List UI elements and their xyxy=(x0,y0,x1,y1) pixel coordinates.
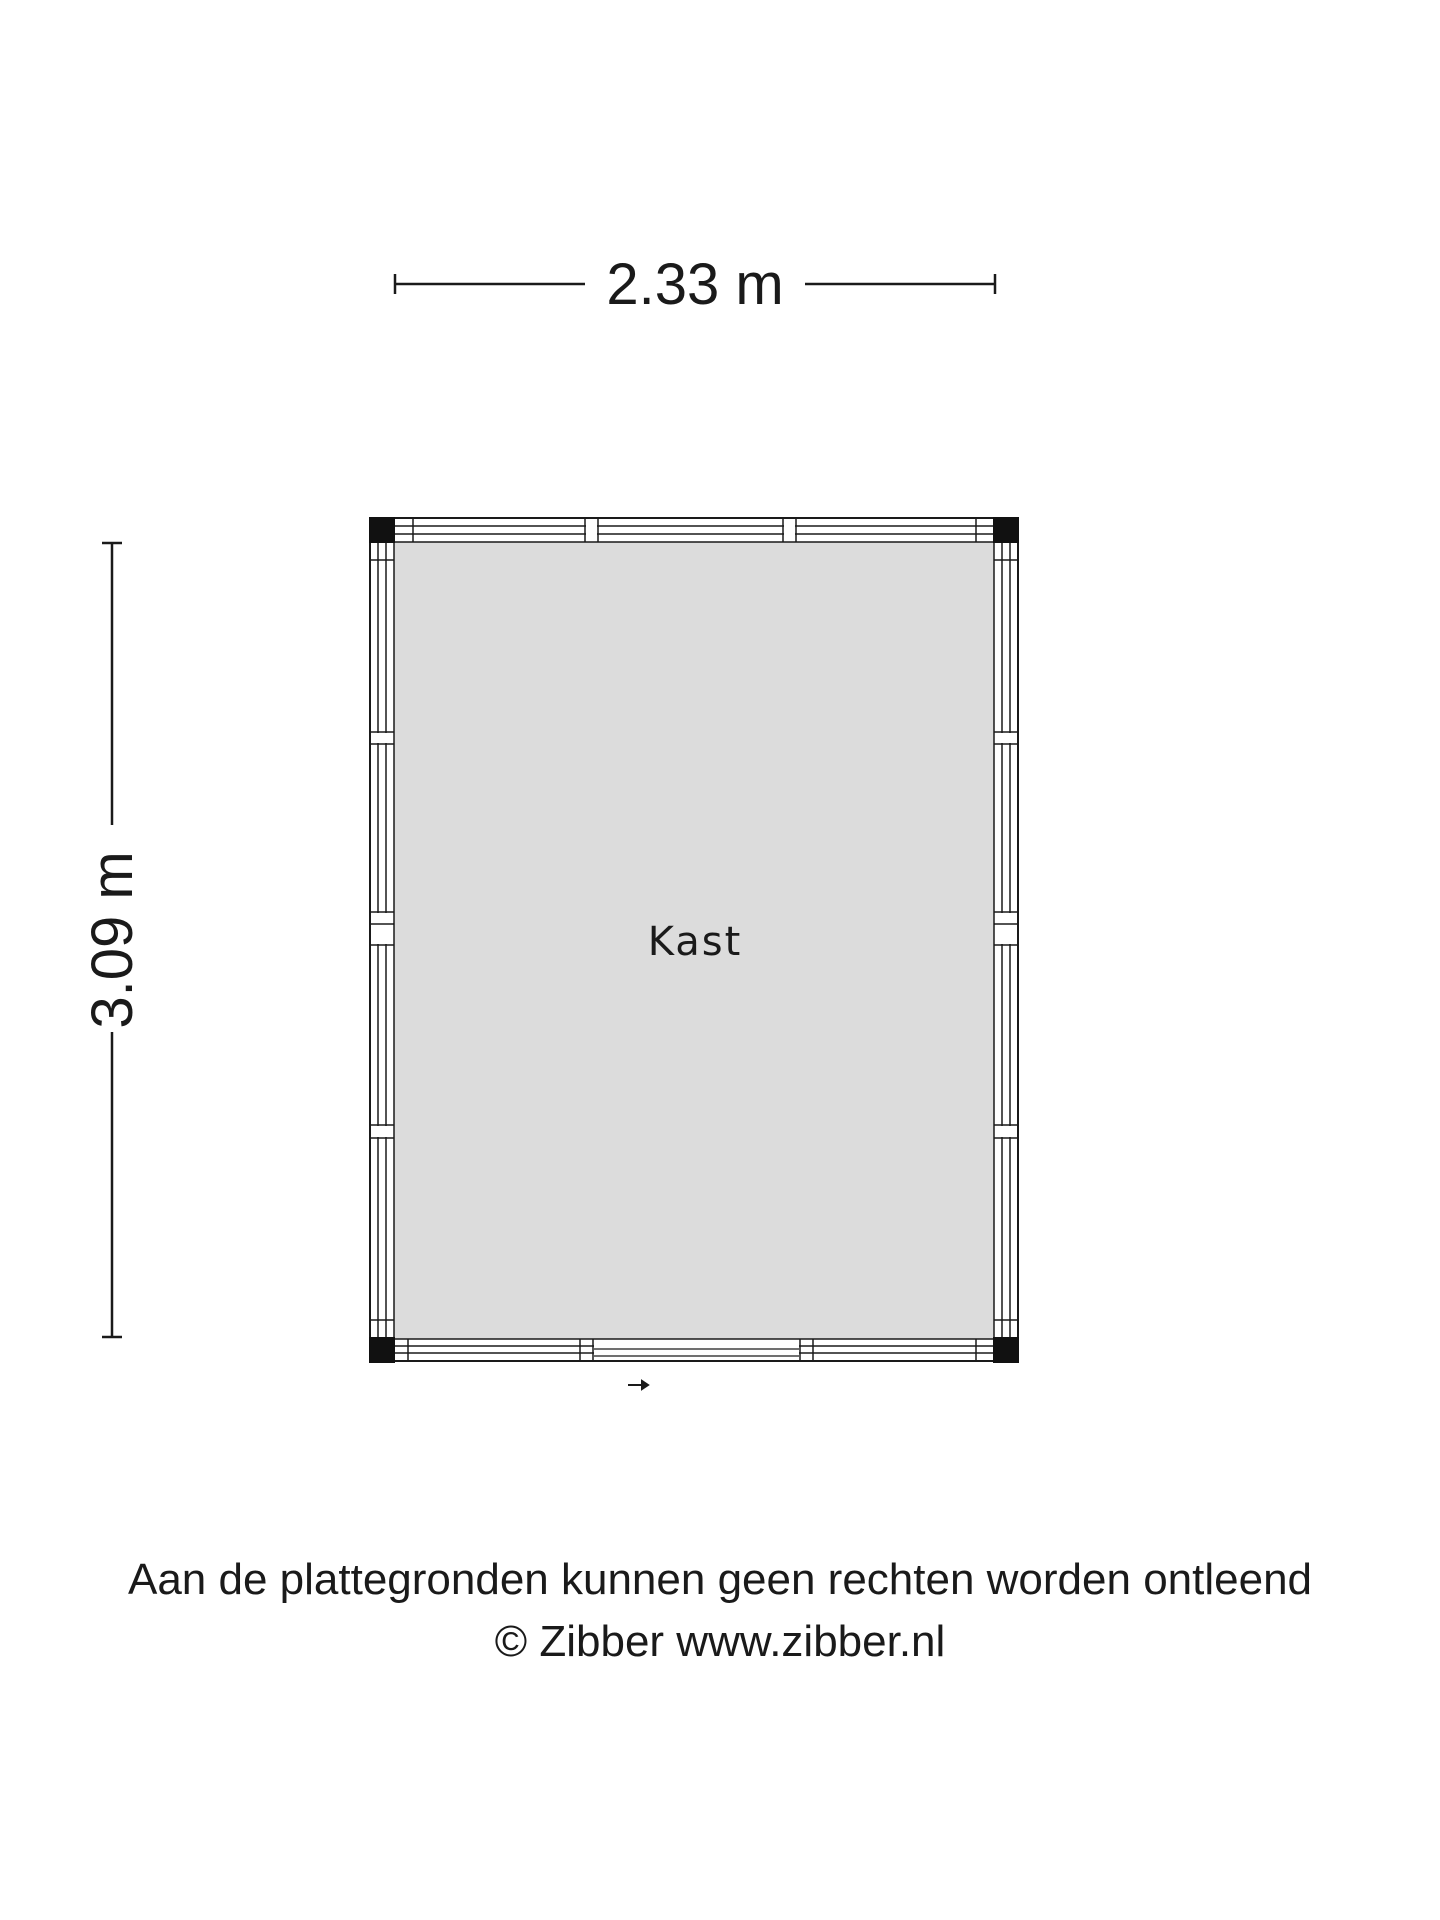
width-label: 2.33 m xyxy=(606,252,784,317)
door-arrow-icon xyxy=(628,1381,648,1389)
disclaimer-text: Aan de plattegronden kunnen geen rechten worden ontleend xyxy=(127,1555,1313,1604)
copyright-text: © Zibber www.zibber.nl xyxy=(494,1617,946,1666)
corner-column xyxy=(369,1337,395,1363)
corner-column xyxy=(993,517,1019,543)
corner-column xyxy=(993,1337,1019,1363)
room-label: Kast xyxy=(647,919,743,965)
corner-column xyxy=(369,517,395,543)
height-label: 3.09 m xyxy=(80,851,145,1029)
